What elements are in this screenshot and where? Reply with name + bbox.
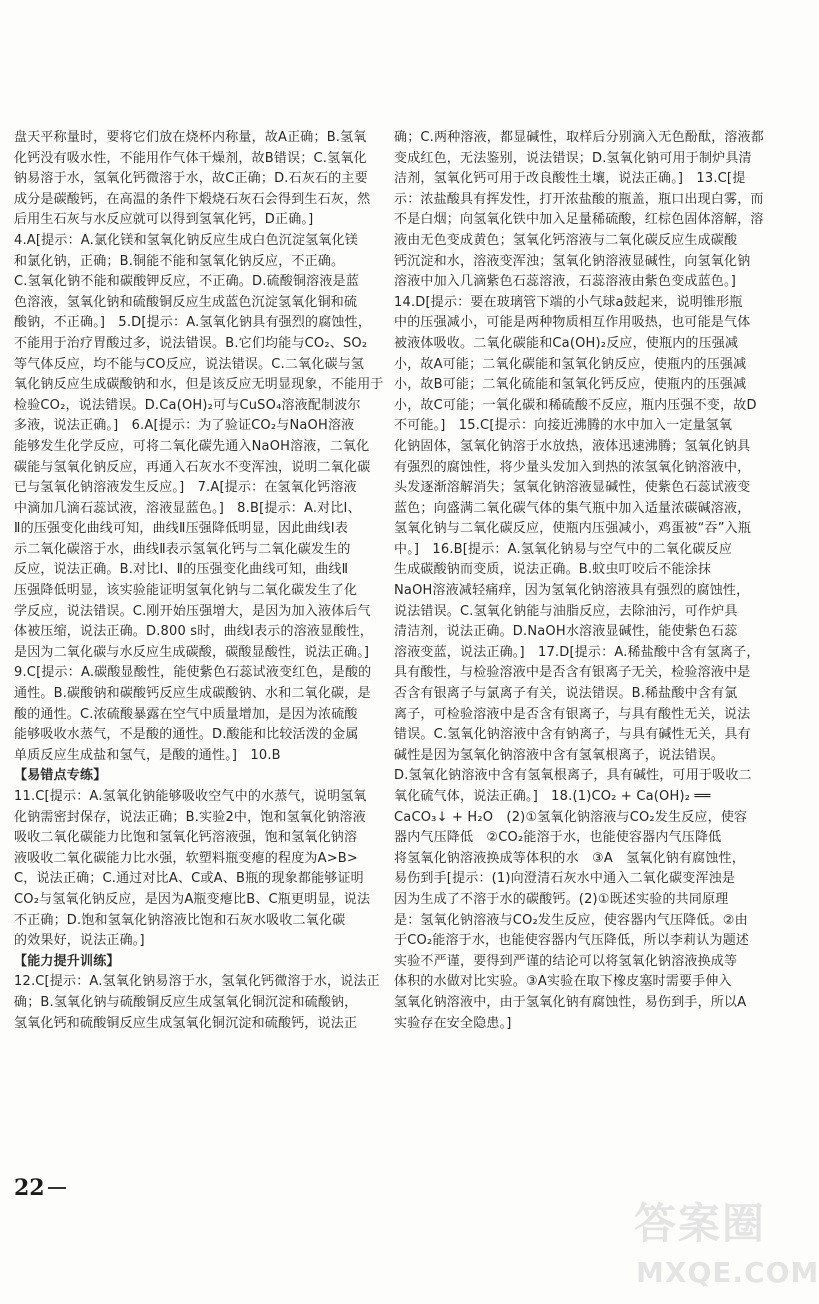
text-line: 12.C[提示：A.氢氧化钠易溶于水，氢氧化钙微溶于水，说法正 bbox=[14, 974, 380, 990]
text-line: 实验存在安全隐患。] bbox=[394, 1015, 512, 1031]
text-line: 洁剂，氢氧化钙可用于改良酸性土壤，说法正确。] 13.C[提 bbox=[394, 171, 746, 187]
text-line: 氧化硫气体，说法正确。] 18.(1)CO₂ + Ca(OH)₂ ══ bbox=[394, 789, 711, 804]
text-line: 实验不严谨，要得到严谨的结论可以将氢氧化钠溶液换成等 bbox=[394, 953, 738, 969]
text-line: 4.A[提示：A.氯化镁和氢氧化钠反应生成白色沉淀氢氧化镁 bbox=[14, 232, 358, 248]
right-column bbox=[394, 128, 770, 1034]
text-line: 化钠固体，氢氧化钠溶于水放热，液体迅速沸腾；氢氧化钠具 bbox=[394, 438, 751, 454]
text-line: 酸的通性。C.浓硫酸暴露在空气中质量增加，是因为浓硫酸 bbox=[14, 706, 358, 722]
text-line: C.氢氧化钠不能和碳酸钾反应，不正确。D.硫酸铜溶液是蓝 bbox=[14, 274, 359, 290]
text-line: 中。] 16.B[提示：A.氢氧化钠易与空气中的二氧化碳反应 bbox=[394, 541, 733, 557]
text-line: 碳能与氢氧化钠反应，再通入石灰水不变浑浊，说明二氧化碳 bbox=[14, 459, 371, 475]
watermark-title: 答案圈 bbox=[634, 1199, 767, 1248]
text-line: 是因为二氧化碳与水反应生成碳酸，碳酸显酸性，说法正确。] bbox=[14, 644, 370, 660]
text-line: Ⅱ的压强变化曲线可知，曲线Ⅱ压强降低明显，因此曲线Ⅰ表 bbox=[14, 521, 349, 537]
text-line: 体被压缩，说法正确。D.800 s时，曲线Ⅰ表示的溶液显酸性， bbox=[14, 624, 373, 640]
text-line: 和氯化钠，正确；B.铜能不能和氢氧化钠反应，不正确。 bbox=[14, 253, 345, 269]
text-line: 【易错点专练】 bbox=[14, 768, 107, 784]
text-line: 盘天平称量时，要将它们放在烧杯内称量，故A正确；B.氢氧 bbox=[14, 130, 367, 145]
page-number-dash bbox=[48, 1187, 66, 1189]
text-line: 中滴加几滴石蕊试液，溶液显蓝色。] 8.B[提示：A.对比Ⅰ、 bbox=[14, 500, 361, 516]
text-line: 被液体吸收。二氧化碳能和Ca(OH)₂反应，使瓶内的压强减 bbox=[394, 335, 739, 351]
text-line: 氢氧化钠与二氧化碳反应，使瓶内压强减小，鸡蛋被“吞”入瓶 bbox=[394, 521, 752, 537]
text-line: 溶液中加入几滴紫色石蕊溶液，石蕊溶液由紫色变成蓝色。] bbox=[394, 274, 736, 290]
text-line: 检验CO₂，说法错误。D.Ca(OH)₂可与CuSO₄溶液配制波尔 bbox=[14, 397, 361, 413]
page-number: 22 bbox=[14, 1175, 45, 1201]
text-line: 蓝色；向盛满二氧化碳气体的集气瓶中加入适量浓碳碱溶液， bbox=[394, 500, 751, 516]
text-line: 液吸收二氧化碳能力比水强，软塑料瓶变瘪的程度为A>B> bbox=[14, 850, 358, 866]
text-line: 具有酸性，与检验溶液中是否含有银离子无关，检验溶液中是 bbox=[394, 665, 751, 681]
text-line: 学反应，说法错误。C.刚开始压强增大，是因为加入液体后气 bbox=[14, 603, 371, 619]
watermark-url: MXQE.COM bbox=[636, 1256, 819, 1289]
text-line: 易伤到手[提示：(1)向澄清石灰水中通入二氧化碳变浑浊是 bbox=[394, 871, 736, 887]
text-line: 头发逐渐溶解消失；氢氧化钠溶液显碱性，使紫色石蕊试液变 bbox=[394, 480, 751, 496]
text-line: 液由无色变成黄色；氢氧化钙溶液与二氧化碳反应生成碳酸 bbox=[394, 232, 738, 248]
text-line: 示：浓盐酸具有挥发性，打开浓盐酸的瓶盖，瓶口出现白雾，而 bbox=[394, 191, 764, 207]
text-line: 碱性是因为氢氧化钠溶液中含有氢氧根离子，说法错误。 bbox=[394, 747, 725, 763]
text-line: 小，故A可能；二氧化碳能和氢氧化钠反应，使瓶内的压强减 bbox=[394, 356, 747, 372]
text-line: 将氢氧化钠溶液换成等体积的水 ③A 氢氧化钠有腐蚀性， bbox=[394, 850, 745, 866]
text-line: 器内气压降低 ②CO₂能溶于水，也能使容器内气压降低 bbox=[394, 830, 722, 846]
text-line: 【能力提升训练】 bbox=[14, 953, 120, 969]
text-line: 确；C.两种溶液，都显碱性，取样后分别滴入无色酚酞，溶液都 bbox=[394, 130, 765, 145]
text-line: 不正确；D.饱和氢氧化钠溶液比饱和石灰水吸收二氧化碳 bbox=[14, 912, 346, 928]
text-line: 不能用于治疗胃酸过多，说法错误。B.它们均能与CO₂、SO₂ bbox=[14, 335, 368, 351]
text-line: 清洁剂，说法正确。D.NaOH水溶液显碱性，能使紫色石蕊 bbox=[394, 624, 738, 640]
text-line: 吸收二氧化碳能力比饱和氢氧化钙溶液强，饱和氢氧化钠溶 bbox=[14, 830, 358, 846]
text-line: 否含有银离子与氯离子有关，说法错误。B.稀盐酸中含有氯 bbox=[394, 686, 738, 702]
text-line: 生成碳酸钠而变质，说法正确。B.蚊虫叮咬后不能涂抹 bbox=[394, 562, 712, 578]
text-line: 通性。B.碳酸钠和碳酸钙反应生成碳酸钠、水和二氧化碳，是 bbox=[14, 686, 371, 702]
watermark-logo bbox=[632, 1198, 819, 1298]
text-line: 多液，说法正确。] 6.A[提示：为了验证CO₂与NaOH溶液 bbox=[14, 418, 355, 434]
text-line: 14.D[提示：要在玻璃管下端的小气球a鼓起来，说明锥形瓶 bbox=[394, 294, 743, 310]
text-line: 于CO₂能溶于水，也能使容器内气压降低，所以李莉认为题述 bbox=[394, 933, 750, 949]
text-line: 是：氢氧化钠溶液与CO₂发生反应，使容器内气压降低。②由 bbox=[394, 912, 748, 928]
text-line: 单质反应生成盐和氢气，是酸的通性。] 10.B bbox=[14, 747, 281, 763]
text-line: 示二氧化碳溶于水，曲线Ⅱ表示氢氧化钙与二氧化碳发生的 bbox=[14, 541, 351, 557]
text-line: 体积的水做对比实验。③A实验在取下橡皮塞时需要手伸入 bbox=[394, 974, 732, 990]
text-line: CO₂与氢氧化钠反应，是因为A瓶变瘪比B、C瓶更明显，说法 bbox=[14, 891, 371, 907]
text-line: 钠易溶于水，氢氧化钙微溶于水，故C正确；D.石灰石的主要 bbox=[14, 171, 368, 187]
text-line: 成分是碳酸钙，在高温的条件下煅烧石灰石会得到生石灰，然 bbox=[14, 191, 371, 207]
left-column bbox=[14, 128, 384, 1034]
text-line: 氢氧化钠溶液中，由于氢氧化钠有腐蚀性，易伤到手，所以A bbox=[394, 994, 747, 1010]
text-line: 小，故C可能；一氧化碳和稀硫酸不反应，瓶内压强不变，故D bbox=[394, 397, 757, 413]
text-line: 后用生石灰与水反应就可以得到氢氧化钙，D正确。] bbox=[14, 212, 314, 228]
text-line: D.氢氧化钠溶液中含有氢氧根离子，具有碱性，可用于吸收二 bbox=[394, 768, 752, 784]
text-line: 小，故B可能；二氧化硫能和氢氧化钙反应，使瓶内的压强减 bbox=[394, 377, 747, 393]
text-line: 有强烈的腐蚀性，将少量头发加入到热的浓氢氧化钠溶液中， bbox=[394, 459, 751, 475]
text-line: 的效果好，说法正确。] bbox=[14, 933, 145, 949]
text-line: 11.C[提示：A.氢氧化钠能够吸收空气中的水蒸气，说明氢氧 bbox=[14, 789, 367, 804]
text-line: 酸钠，不正确。] 5.D[提示：A.氢氧化钠具有强烈的腐蚀性， bbox=[14, 315, 372, 331]
text-line: C，说法正确；C.通过对比A、C或A、B瓶的现象都能够证明 bbox=[14, 871, 364, 887]
text-line: 说法错误。C.氢氧化钠能与油脂反应，去除油污，可作炉具 bbox=[394, 603, 738, 619]
text-line: 错误。C.氢氧化钠溶液中含有钠离子，与具有碱性无关，具有 bbox=[394, 727, 751, 743]
text-line: 氢氧化钙和硫酸铜反应生成氢氧化铜沉淀和硫酸钙，说法正 bbox=[14, 1015, 358, 1031]
text-line: 色溶液，氢氧化钠和硫酸铜反应生成蓝色沉淀氢氧化铜和硫 bbox=[14, 294, 358, 310]
text-line: CaCO₃↓ + H₂O (2)①氢氧化钠溶液与CO₂发生反应，使容 bbox=[394, 809, 748, 825]
text-line: 能够发生化学反应，可将二氧化碳先通入NaOH溶液，二氧化 bbox=[14, 438, 370, 454]
text-line: 中的压强减小，可能是两种物质相互作用吸热，也可能是气体 bbox=[394, 315, 751, 331]
text-line: 因为生成了不溶于水的碳酸钙。(2)①既述实验的共同原理 bbox=[394, 891, 729, 907]
text-line: 离子，可检验溶液中是否含有银离子，与具有酸性无关，说法 bbox=[394, 706, 751, 722]
text-line: 能够吸收水蒸气，不是酸的通性。D.酸能和比较活泼的金属 bbox=[14, 727, 359, 743]
text-line: 9.C[提示：A.碳酸显酸性，能使紫色石蕊试液变红色，是酸的 bbox=[14, 665, 372, 681]
text-line: 化钙没有吸水性，不能用作气体干燥剂，故B错误；C.氢氧化 bbox=[14, 150, 367, 166]
text-line: 变成红色，无法鉴别，说法错误；D.氢氧化钠可用于制炉具清 bbox=[394, 150, 752, 166]
text-line: 氧化钠反应生成碳酸钠和水，但是该反应无明显现象，不能用于 bbox=[14, 377, 384, 393]
text-line: 等气体反应，均不能与CO反应，说法错误。C.二氧化碳与氢 bbox=[14, 356, 365, 372]
text-line: 钙沉淀和水，溶液变浑浊；氢氧化钠溶液显碱性，向氢氧化钠 bbox=[394, 253, 751, 269]
text-line: 确；B.氢氧化钠与硫酸铜反应生成氢氧化铜沉淀和硫酸钠， bbox=[14, 994, 358, 1010]
text-line: 压强降低明显，该实验能证明氢氧化钠与二氧化碳发生了化 bbox=[14, 583, 358, 599]
text-line: NaOH溶液减轻痛痒，因为氢氧化钠溶液具有强烈的腐蚀性， bbox=[394, 583, 750, 599]
text-line: 化钠需密封保存，说法正确；B.实验2中，饱和氢氧化钠溶液 bbox=[14, 809, 366, 825]
text-line: 溶液变蓝，说法正确。] 17.D[提示：A.稀盐酸中含有氢离子， bbox=[394, 644, 760, 660]
text-line: 不是白烟；向氢氧化铁中加入足量稀硫酸，红棕色固体溶解，溶 bbox=[394, 212, 764, 228]
text-line: 反应，说法正确。B.对比Ⅰ、Ⅱ的压强变化曲线可知，曲线Ⅱ bbox=[14, 562, 349, 578]
text-line: 已与氢氧化钠溶液发生反应。] 7.A[提示：在氢氧化钙溶液 bbox=[14, 480, 357, 496]
text-line: 不可能。] 15.C[提示：向接近沸腾的水中加入一定量氢氧 bbox=[394, 418, 733, 434]
